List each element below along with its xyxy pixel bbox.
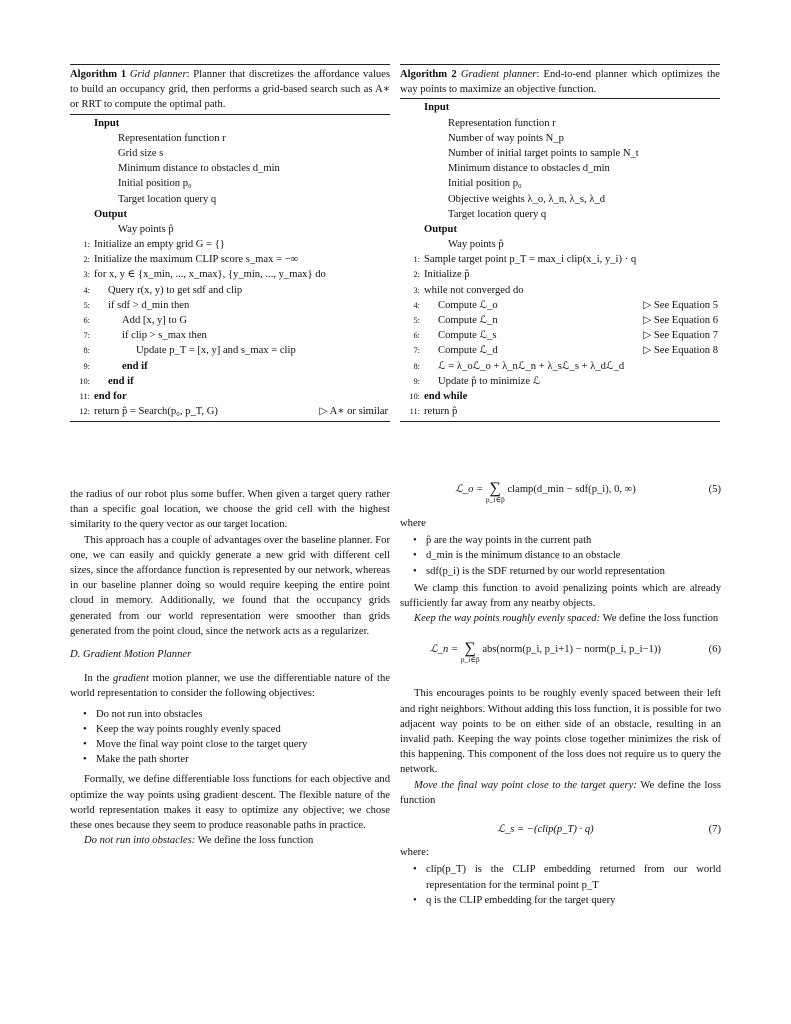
algorithm-1-steps [70,237,390,419]
algorithm-step [70,313,390,328]
algorithm-2-body [400,100,720,419]
step-text: Compute ℒ_d [438,345,498,357]
algorithm-step [400,313,720,328]
algorithm-step [70,404,390,419]
step-text: ℒ = λ_oℒ_o + λ_nℒ_n + λ_sℒ_s + λ_dℒ_d [438,360,625,372]
step-comment: ▷ See Equation 6 [643,315,718,327]
equation-5-body: ℒ_o = ∑ p_i∈p̂ clamp(d_min − sdf(p_i), 0, ∞) [400,482,691,507]
algorithm-step [70,298,390,313]
sum-subscript: p_i∈p̂ [460,655,480,665]
algorithm-1-bottom-rule [70,421,390,422]
equation-rhs: abs(norm(p_i, p_i+1) − norm(p_i, p_i−1)) [482,644,661,656]
algorithm-2-bottom-rule [400,421,720,422]
step-comment [388,389,390,404]
algorithm-step [70,283,390,298]
line-number: 1: [413,255,420,265]
step-text: return p̂ = Search(p₀, p_T, G) [94,406,218,418]
step-comment [388,252,390,267]
line-number: 6: [83,316,90,326]
list-item: • p̂ are the way points in the current path [426,533,721,548]
alg1-input: Grid size s [118,147,164,159]
step-comment [388,313,390,328]
text: where: [400,847,429,859]
paragraph: This approach has a couple of advantages over the baseline planner. For one, we can easily and quickly generate a new grid with different cell sizes, since the affordance function is represented by our network, whereas in our baseline planner doing so would require keeping the entire point cloud in memory. Additionally, we found that the occupancy grids generated from our world representation were smoother than grids generated from the point cloud, since the network acts as a regularizer. [70,534,390,637]
text: We define the loss function [400,779,721,806]
alg2-input-header: Input [424,102,450,114]
step-comment [718,283,720,298]
equation-number: (6) [708,644,721,656]
algorithm-step [400,404,720,419]
equation-rhs: clamp(d_min − sdf(p_i), 0, ∞) [507,484,636,495]
step-text: end for [94,390,127,402]
step-text: Initialize p̂ [424,269,470,281]
algorithm-step [70,252,390,267]
line-number: 4: [83,285,90,295]
algorithm-2 [400,64,720,422]
equation-number: (7) [708,824,721,836]
algorithm-step [70,328,390,343]
text: We define the loss function [600,613,719,625]
emphasis: Keep the way points roughly evenly spaced: [414,613,601,625]
step-text: if sdf > d_min then [108,299,190,311]
alg1-output: Way points p̂ [118,223,174,235]
list-item: • clip(p_T) is the CLIP embedding returned from our world representation for the terminal point p_T [426,862,721,892]
step-text: Initialize the maximum CLIP score s_max = −∞ [94,254,299,266]
definitions-list [400,533,721,579]
algorithm-2-title: Gradient planner [460,69,537,80]
algorithm-step [70,374,390,389]
algorithm-step [400,298,720,313]
step-comment: ▷ See Equation 5 [643,299,718,311]
line-number: 3: [83,270,90,280]
text: In the [84,673,114,685]
line-number: 5: [83,300,90,310]
algorithm-1 [70,64,390,422]
algorithm-step [400,328,720,343]
alg1-input: Minimum distance to obstacles d_min [118,163,280,175]
equation-lhs: ℒ_n = [430,644,461,656]
line-number: 1: [83,240,90,250]
line-number: 2: [413,270,420,280]
algorithm-1-label: Algorithm 1 [70,69,127,80]
section-heading: D. Gradient Motion Planner [70,649,192,661]
algorithm-2-caption-text: : End-to-end planner which optimizes the way points to maximize an objective function. [400,69,720,96]
algorithm-step [400,267,720,282]
text: We define the loss function [195,835,314,847]
step-text: Compute ℒ_o [438,299,498,311]
alg2-input: Number of way points N_p [448,132,564,144]
paragraph: Formally, we define differentiable loss functions for each objective and optimize the way points using gradient descent. The flexible nature of the world representation makes it easy to optimize any objective; we chose these ones because they seem to produce reasonable paths in practice. [70,774,390,832]
list-item: • Move the final way point close to the target query [96,737,390,752]
step-text: end if [122,360,148,372]
algorithm-step [70,389,390,404]
step-text: for x, y ∈ {x_min, ..., x_max}, {y_min, ..., y_max} do [94,269,326,281]
alg1-input: Initial position p₀ [118,178,192,190]
algorithm-step [400,389,720,404]
algorithm-step [70,237,390,252]
paragraph: We clamp this function to avoid penalizing points which are already sufficiently far away from any nearby objects. [400,582,721,610]
alg2-input: Number of initial target points to sample N_t [448,147,639,159]
line-number: 6: [413,331,420,341]
step-comment [718,374,720,389]
emphasis: Move the final way point close to the target query: [414,779,637,791]
list-item: • Keep the way points roughly evenly spaced [96,722,390,737]
equation-lhs: ℒ_o = [455,484,486,495]
step-text: Compute ℒ_n [438,315,498,327]
paragraph [70,833,390,848]
algorithm-step [400,283,720,298]
definitions-list [400,862,721,908]
alg1-input-header: Input [94,117,120,129]
line-number: 12: [79,407,90,417]
algorithm-2-mid-rule [400,98,720,99]
algorithm-1-title: Grid planner [129,69,187,80]
step-text: end if [108,375,134,387]
step-comment [718,267,720,282]
step-text: Sample target point p_T = max_i clip(x_i, y_i) · q [424,254,637,266]
emphasis: gradient [113,673,149,685]
paragraph [400,611,721,626]
algorithm-1-caption [70,65,390,114]
step-comment: ▷ A∗ or similar [319,406,388,418]
alg2-output-header: Output [424,223,457,235]
alg2-input: Initial position p₀ [448,178,522,190]
step-comment [388,298,390,313]
algorithm-step [70,343,390,358]
step-comment [388,267,390,282]
step-comment [388,343,390,358]
step-comment: ▷ See Equation 8 [643,345,718,357]
alg1-input: Representation function r [118,132,226,144]
step-text: end while [424,390,468,402]
equation-6 [400,642,721,676]
line-number: 7: [413,346,420,356]
step-text: if clip > s_max then [122,330,207,342]
step-text: Compute ℒ_s [438,330,497,342]
step-comment [718,389,720,404]
right-column [400,482,721,910]
paragraph [70,671,390,701]
step-text: Add [x, y] to G [122,315,188,327]
algorithm-step [400,343,720,358]
line-number: 10: [79,376,90,386]
line-number: 9: [413,376,420,386]
paragraph [400,778,721,808]
equation-5 [400,482,721,516]
algorithm-step [400,252,720,267]
step-comment [388,237,390,252]
alg2-output: Way points p̂ [448,239,504,251]
list-item: • d_min is the minimum distance to an obstacle [426,548,721,563]
line-number: 9: [83,361,90,371]
equation-6-body: ℒ_n = ∑ p_i∈p̂ abs(norm(p_i, p_i+1) − norm(p_i, p_i−1)) [400,642,691,667]
paragraph: This encourages points to be roughly evenly spaced between their left and right neighbors. Without adding this loss function, it is possible for two adjacent way points to be on either side of an obstacle, resulting in an invalid path. Keeping the way points close together minimizes the risk of this happening. This component of the loss does not require us to query the network. [400,688,721,776]
line-number: 10: [409,391,420,401]
algorithm-2-steps [400,252,720,419]
objectives-list [70,707,390,768]
line-number: 4: [413,300,420,310]
line-number: 5: [413,316,420,326]
alg2-input: Objective weights λ_o, λ_n, λ_s, λ_d [448,193,606,205]
sum-subscript: p_i∈p̂ [485,495,505,504]
alg1-input: Target location query q [118,193,217,205]
left-column [70,487,390,848]
equation-7 [400,822,721,837]
step-text: while not converged do [424,284,524,296]
line-number: 11: [79,391,90,401]
algorithm-step [70,267,390,282]
alg2-input: Target location query q [448,208,547,220]
step-comment [388,374,390,389]
list-item: • q is the CLIP embedding for the target query [426,893,721,908]
line-number: 8: [413,361,420,371]
line-number: 3: [413,285,420,295]
alg2-input: Representation function r [448,117,556,129]
algorithm-1-body [70,116,390,420]
algorithm-step [400,374,720,389]
emphasis: Do not run into obstacles: [84,835,196,847]
equation-number: (5) [708,484,721,495]
list-item: • Do not run into obstacles [96,707,390,722]
line-number: 8: [83,346,90,356]
step-text: Update p_T = [x, y] and s_max = clip [136,345,296,357]
alg1-output-header: Output [94,208,127,220]
algorithm-2-label: Algorithm 2 [400,69,457,80]
list-item: • sdf(p_i) is the SDF returned by our world representation [426,564,721,579]
step-comment [388,328,390,343]
text: motion planner, we use the differentiable nature of the world representation to consider the following objectives: [70,673,390,700]
alg2-input: Minimum distance to obstacles d_min [448,163,610,175]
algorithm-step [400,359,720,374]
step-comment [718,359,720,374]
line-number: 2: [83,255,90,265]
step-comment: ▷ See Equation 7 [643,330,718,342]
list-item: • Make the path shorter [96,752,390,767]
line-number: 7: [83,331,90,341]
step-comment [388,359,390,374]
algorithm-1-caption-text: : Planner that discretizes the affordance values to build an occupancy grid, then performs a grid-based search such as A∗ or RRT to compute the optimal path. [70,69,391,111]
equation-7-body: ℒ_s = −(clip(p_T) · q) [497,824,594,836]
step-text: return p̂ [424,406,458,418]
line-number: 11: [409,407,420,417]
algorithm-1-mid-rule [70,114,390,115]
step-text: Update p̂ to minimize ℒ [438,375,541,387]
algorithm-step [70,359,390,374]
step-text: Query r(x, y) to get sdf and clip [108,284,243,296]
step-text: Initialize an empty grid G = {} [94,239,225,251]
step-comment [718,404,720,419]
algorithm-2-caption [400,65,720,98]
text: where [400,518,426,529]
step-comment [388,283,390,298]
paragraph: the radius of our robot plus some buffer. When given a target query rather than a specific goal location, we choose the grid cell with the highest similarity to the query vector as our target location. [70,489,390,531]
step-comment [718,252,720,267]
